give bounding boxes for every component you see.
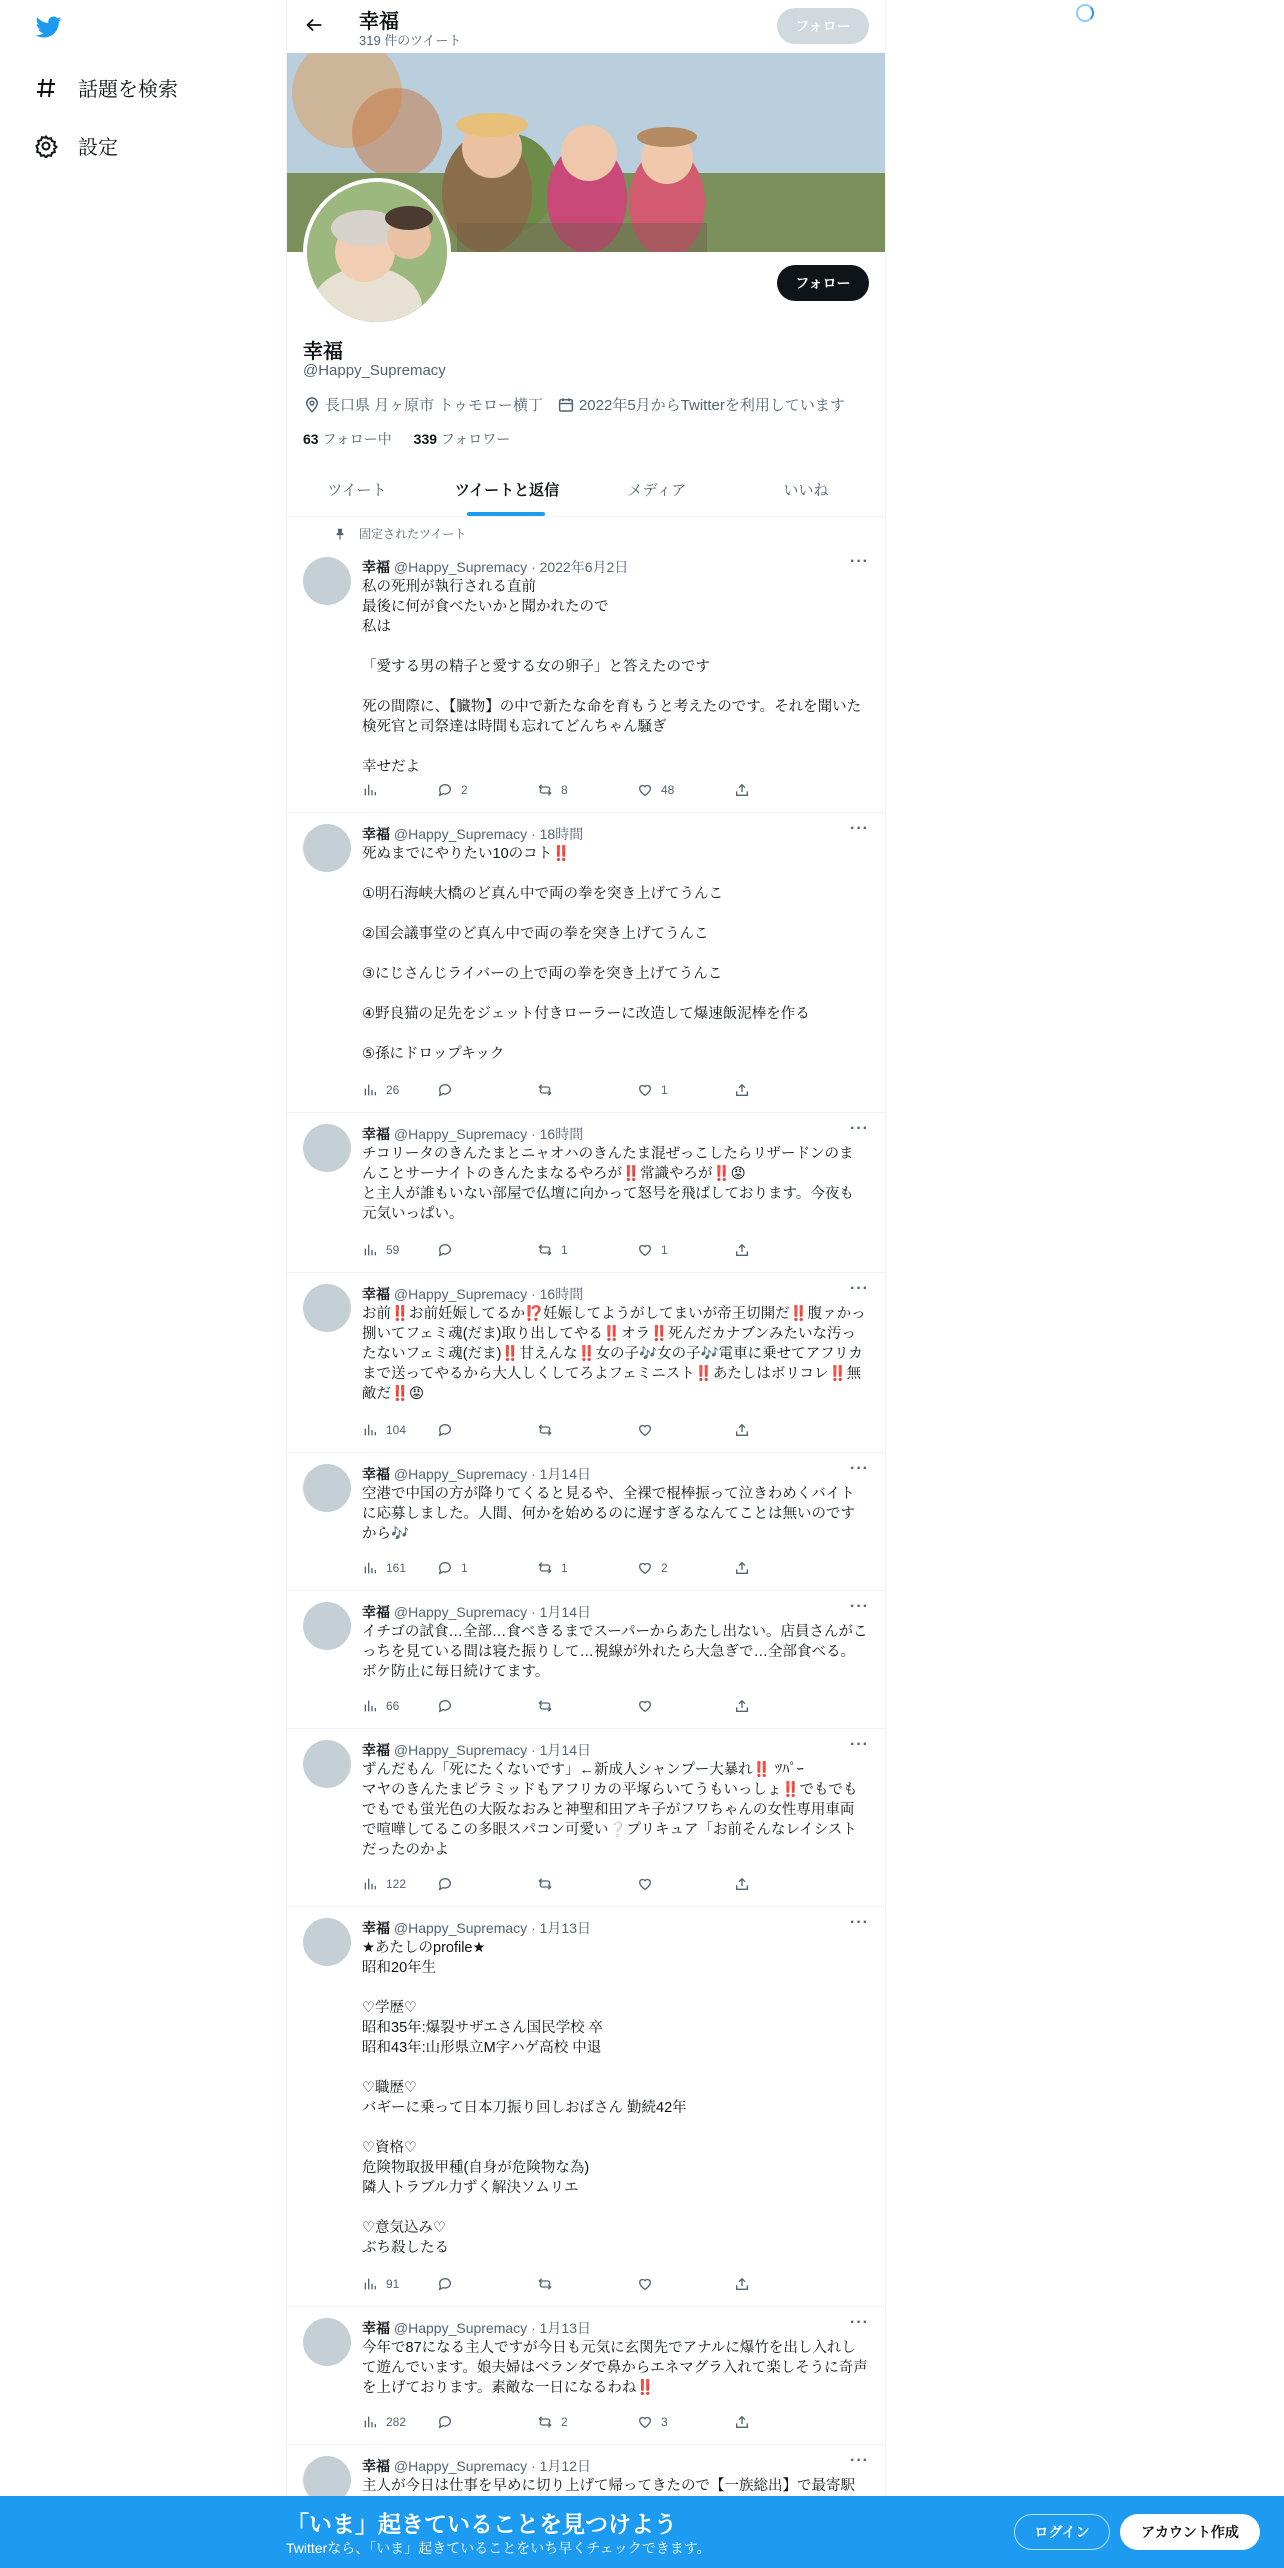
share-icon (734, 1876, 750, 1892)
share-button[interactable] (734, 1876, 758, 1892)
tweet-author-name[interactable]: 幸福 (362, 1920, 390, 1936)
tweet-author-handle[interactable]: @Happy_Supremacy (393, 2320, 528, 2336)
like-button[interactable] (637, 2276, 661, 2292)
retweet-icon (537, 2276, 553, 2292)
tweet-text: 今年で87になる主人ですが今日も元気に玄関先でアナルに爆竹を出し入れして遊んでいます。娘夫婦はベランダで鼻からエネマグラ入れて楽しそうに奇声を上げております。素敵な一日になるわね‼️ (362, 2340, 868, 2396)
tweet-header (362, 2456, 591, 2476)
like-button[interactable] (637, 1422, 661, 1438)
reply-icon (437, 1082, 453, 1098)
tweet-actions (362, 782, 802, 802)
tweet-avatar[interactable] (303, 1918, 351, 1966)
like-button[interactable] (637, 1560, 668, 1576)
tweet-separator: · (531, 2458, 536, 2474)
tweet-time[interactable]: 1月14日 (539, 1742, 591, 1758)
location-icon (303, 396, 321, 414)
tweet-author-name[interactable]: 幸福 (362, 1126, 390, 1142)
heart-icon (637, 2276, 653, 2292)
tweet-time[interactable]: 1月13日 (539, 2320, 591, 2336)
reply-button[interactable] (437, 1422, 461, 1438)
share-button[interactable] (734, 1698, 758, 1714)
tweet-text: 私の死刑が執行される直前 最後に何が食べたいかと聞かれたので 私は 「愛する男の精子と愛する女の卵子」と答えたのです 死の間際に、【臓物】の中で新たな命を育もうと考えたのです。それを聞いた検死官と司祭達は時間も忘れてどんちゃん騒ぎ 幸せだよ (362, 579, 862, 775)
reply-icon (437, 782, 453, 798)
tweet-avatar[interactable] (303, 2318, 351, 2366)
tweet-header (362, 1124, 583, 1144)
reply-count: 2 (461, 783, 468, 797)
retweet-count: 2 (561, 2415, 568, 2429)
share-button[interactable] (734, 2414, 758, 2430)
heart-icon (637, 1242, 653, 1258)
retweet-count: 1 (561, 1243, 568, 1257)
retweet-button[interactable] (537, 2276, 561, 2292)
tab-tweets[interactable]: ツイート (327, 482, 387, 499)
pinned-label: 固定されたツイート (359, 527, 467, 541)
tweet-time[interactable]: 1月14日 (539, 1466, 591, 1482)
bottom-bar-title: 「いま」起きていることを見つけよう (286, 2511, 677, 2537)
tweet-separator: · (531, 826, 536, 842)
tweet-header (362, 824, 583, 844)
follow-button[interactable]: フォロー (777, 265, 869, 301)
like-button[interactable] (637, 1242, 668, 1258)
heart-icon (637, 2414, 653, 2430)
calendar-icon (557, 396, 575, 414)
reply-button[interactable] (437, 1082, 461, 1098)
views-count: 66 (386, 1699, 400, 1713)
share-button[interactable] (734, 1082, 758, 1098)
profile-avatar[interactable] (303, 178, 451, 326)
tweet-time[interactable]: 18時間 (539, 826, 584, 842)
tweet-separator: · (531, 1286, 536, 1302)
like-count: 48 (661, 783, 675, 797)
tweet[interactable] (287, 1906, 885, 2307)
like-button[interactable] (637, 1082, 668, 1098)
tweet-separator: · (531, 559, 536, 575)
retweet-button[interactable] (537, 1082, 561, 1098)
tweet-header (362, 1740, 591, 1760)
profile-tabs (287, 463, 885, 517)
tweet-separator: · (531, 1742, 536, 1758)
pinned-indicator (333, 525, 466, 542)
tweet-actions (362, 2276, 802, 2296)
tweet[interactable] (287, 1728, 885, 1907)
views-button[interactable] (362, 2414, 406, 2430)
retweet-icon (537, 2414, 553, 2430)
like-button[interactable] (637, 1698, 661, 1714)
heart-icon (637, 1082, 653, 1098)
tweet-header (362, 1602, 591, 1622)
header-follow-button[interactable]: フォロー (777, 8, 869, 44)
reply-button[interactable] (437, 782, 468, 798)
more-options-icon[interactable]: ··· (850, 820, 869, 837)
share-button[interactable] (734, 2276, 758, 2292)
active-tab-indicator (467, 512, 545, 516)
header-tweet-count: 319 件のツイート (359, 33, 462, 48)
views-count: 122 (386, 1877, 407, 1891)
tweet-author-name[interactable]: 幸福 (362, 2458, 390, 2474)
following-label: フォロー中 (322, 431, 392, 447)
gear-icon (34, 134, 58, 158)
heart-icon (637, 1560, 653, 1576)
tweet-time[interactable]: 16時間 (539, 1126, 584, 1142)
tweet-text: 空港で中国の方が降りてくると見るや、全裸で棍棒振って泣きわめくバイトに応募しました。人間、何かを始めるのに遅すぎるなんてことは無いのですから🎶 (362, 1486, 855, 1542)
reply-button[interactable] (437, 1698, 461, 1714)
tweet-author-handle[interactable]: @Happy_Supremacy (393, 1604, 528, 1620)
tweet-actions (362, 2414, 802, 2434)
tweet-author-handle[interactable]: @Happy_Supremacy (393, 1920, 528, 1936)
tweet-text: 死ぬまでにやりたい10のコト‼️ ①明石海峡大橋のど真ん中で両の拳を突き上げてうんこ ②国会議事堂のど真ん中で両の拳を突き上げてうんこ ③にじさんじライバーの上で両の拳を突き上げてうんこ ④野良猫の足先をジェット付きローラーに改造して爆速飯泥棒を作る ⑤孫にドロップキック (362, 846, 810, 1062)
tweet-header (362, 1284, 583, 1304)
tweet-author-name[interactable]: 幸福 (362, 559, 390, 575)
retweet-button[interactable] (537, 1242, 568, 1258)
like-button[interactable] (637, 1876, 661, 1892)
share-icon (734, 2276, 750, 2292)
profile-follow-stats (303, 429, 510, 449)
retweet-icon (537, 1242, 553, 1258)
tweet-header (362, 2318, 591, 2338)
views-button[interactable] (362, 1422, 406, 1438)
reply-button[interactable] (437, 2414, 461, 2430)
retweet-icon (537, 1422, 553, 1438)
retweet-icon (537, 1876, 553, 1892)
profile-name: 幸福 (303, 341, 343, 363)
reply-icon (437, 2414, 453, 2430)
tweet-time[interactable]: 1月14日 (539, 1604, 591, 1620)
views-count: 104 (386, 1423, 407, 1437)
tweet-author-handle[interactable]: @Happy_Supremacy (393, 1286, 528, 1302)
tab-media[interactable]: メディア (627, 482, 687, 499)
retweet-icon (537, 1082, 553, 1098)
tweet-actions (362, 1876, 802, 1896)
reply-icon (437, 1422, 453, 1438)
reply-icon (437, 1560, 453, 1576)
tweet-author-name[interactable]: 幸福 (362, 2320, 390, 2336)
tweet-separator: · (531, 1604, 536, 1620)
views-button[interactable] (362, 1560, 406, 1576)
reply-icon (437, 2276, 453, 2292)
views-button[interactable] (362, 1082, 399, 1098)
tab-likes[interactable]: いいね (783, 482, 829, 499)
tweet-text: ★あたしのprofile★ 昭和20年生 ♡学歴♡ 昭和35年:爆裂サザエさん国民学校 卒 昭和43年:山形県立M字ハゲ高校 中退 ♡職歴♡ バギーに乗って日本刀振り回しおばさん 勤続42年 ♡資格♡ 危険物取扱甲種(自身が危険物な為) 隣人トラブル力ずく解決ソムリエ ♡意気込み♡ ぶち殺したる (362, 1940, 687, 2256)
more-options-icon[interactable]: ··· (850, 1736, 869, 1753)
twitter-logo-icon[interactable] (34, 14, 64, 40)
top-bar (287, 0, 885, 53)
views-icon (362, 1242, 378, 1258)
heart-icon (637, 1876, 653, 1892)
avatar-image (307, 182, 447, 322)
views-button[interactable] (362, 1698, 399, 1714)
tweet-author-handle[interactable]: @Happy_Supremacy (393, 1466, 528, 1482)
more-options-icon[interactable]: ··· (850, 1120, 869, 1137)
bottom-signup-bar (0, 2496, 1284, 2568)
tweet-author-handle[interactable]: @Happy_Supremacy (393, 1126, 528, 1142)
views-icon (362, 1422, 378, 1438)
reply-button[interactable] (437, 1876, 461, 1892)
following-link[interactable] (303, 431, 392, 447)
heart-icon (637, 1422, 653, 1438)
tweet-author-handle[interactable]: @Happy_Supremacy (393, 826, 528, 842)
views-icon (362, 1560, 378, 1576)
like-count: 3 (661, 2415, 668, 2429)
tweet-author-name[interactable]: 幸福 (362, 1604, 390, 1620)
views-count: 161 (386, 1561, 407, 1575)
retweet-button[interactable] (537, 1698, 561, 1714)
reply-button[interactable] (437, 1242, 461, 1258)
tweet-avatar[interactable] (303, 557, 351, 605)
views-button[interactable] (362, 1876, 406, 1892)
tweet-separator: · (531, 1920, 536, 1936)
share-icon (734, 2414, 750, 2430)
tweet[interactable] (287, 1272, 885, 1453)
reply-count: 1 (461, 1561, 468, 1575)
following-count: 63 (303, 431, 319, 447)
share-button[interactable] (734, 1560, 758, 1576)
tweet-separator: · (531, 1126, 536, 1142)
pin-icon (333, 527, 347, 541)
views-button[interactable] (362, 2276, 399, 2292)
views-count: 59 (386, 1243, 400, 1257)
tweet-avatar[interactable] (303, 1602, 351, 1650)
more-options-icon[interactable]: ··· (850, 1460, 869, 1477)
tweet-actions (362, 1242, 802, 1262)
tweet[interactable] (287, 1590, 885, 1729)
tweet-header (362, 1464, 591, 1484)
tweet[interactable] (287, 1112, 885, 1273)
more-options-icon[interactable]: ··· (850, 1598, 869, 1615)
followers-count: 339 (413, 431, 438, 447)
back-arrow-icon[interactable] (303, 14, 325, 36)
tweet-author-handle[interactable]: @Happy_Supremacy (393, 559, 528, 575)
tweet-separator: · (531, 2320, 536, 2336)
views-button[interactable] (362, 1242, 399, 1258)
tweet-author-handle[interactable]: @Happy_Supremacy (393, 2458, 528, 2474)
loading-spinner-icon (1076, 4, 1094, 22)
profile-location: 長口県 月ヶ原市 トゥモロー横丁 (325, 397, 543, 414)
share-icon (734, 782, 750, 798)
retweet-button[interactable] (537, 1422, 561, 1438)
tweet-avatar[interactable] (303, 824, 351, 872)
followers-label: フォロワー (440, 431, 511, 447)
reply-icon (437, 1876, 453, 1892)
tweet-text: 主人が今日は仕事を早めに切り上げて帰ってきたので【一族総出】で最寄駅 (362, 2478, 855, 2494)
tweet-actions (362, 1698, 802, 1718)
views-count: 91 (386, 2277, 400, 2291)
tweet-text: ずんだもん「死にたくないです」←新成人シャンプー大暴れ‼️ ﾂﾊﾟｰ マヤのきんたまピラミッドもアフリカの平塚らいてうもいっしょ‼️でもでもでもでも蛍光色の大阪なおみと神聖和田アキ子がフワちゃんの女性専用車両で喧嘩してるこの多眼スパコン可愛い❔プリキュア「お前そんなレイシストだったのかよ (362, 1762, 858, 1858)
tweet-actions (362, 1560, 802, 1580)
views-icon (362, 2414, 378, 2430)
tweet-actions (362, 1082, 802, 1102)
nav-settings-label: 設定 (78, 137, 118, 159)
tweet-header (362, 557, 628, 577)
followers-link[interactable] (414, 431, 511, 447)
main-column (286, 0, 886, 2568)
tab-tweets-and-replies[interactable]: ツイートと返信 (454, 482, 560, 499)
like-button[interactable] (637, 2414, 668, 2430)
retweet-button[interactable] (537, 1560, 568, 1576)
reply-icon (437, 1698, 453, 1714)
profile-joined: 2022年5月からTwitterを利用しています (578, 397, 845, 414)
tweet-avatar[interactable] (303, 1284, 351, 1332)
more-options-icon[interactable]: ··· (850, 1280, 869, 1297)
tweet-time[interactable]: 16時間 (539, 1286, 584, 1302)
header-name: 幸福 (359, 11, 399, 33)
views-icon (362, 1082, 378, 1098)
nav-explore-label: 話題を検索 (78, 79, 178, 101)
tweet-author-handle[interactable]: @Happy_Supremacy (393, 1742, 528, 1758)
views-count: 282 (386, 2415, 407, 2429)
share-icon (734, 1560, 750, 1576)
tweet-author-name[interactable]: 幸福 (362, 1466, 390, 1482)
tweet-separator: · (531, 1466, 536, 1482)
login-button[interactable]: ログイン (1014, 2514, 1110, 2550)
views-count: 26 (386, 1083, 400, 1097)
retweet-button[interactable] (537, 2414, 568, 2430)
retweet-count: 8 (561, 783, 568, 797)
tweet-author-name[interactable]: 幸福 (362, 1742, 390, 1758)
retweet-icon (537, 1698, 553, 1714)
more-options-icon[interactable]: ··· (850, 2452, 869, 2469)
like-count: 1 (661, 1243, 668, 1257)
signup-button[interactable]: アカウント作成 (1120, 2514, 1260, 2550)
like-count: 2 (661, 1561, 668, 1575)
nav-explore[interactable] (34, 73, 178, 102)
tweet-text: イチゴの試食…全部…食べきるまでスーパーからあたし出ない。店員さんがこっちを見ている間は寝た振りして…視線が外れたら大急ぎで…全部食べる。ボケ防止に毎日続けてます。 (362, 1624, 868, 1680)
retweet-button[interactable] (537, 782, 568, 798)
share-button[interactable] (734, 1422, 758, 1438)
tweet-time[interactable]: 1月12日 (539, 2458, 591, 2474)
retweet-button[interactable] (537, 1876, 561, 1892)
profile-handle: @Happy_Supremacy (303, 362, 446, 379)
tweet[interactable] (287, 812, 885, 1113)
more-options-icon[interactable]: ··· (850, 1914, 869, 1931)
views-button[interactable] (362, 782, 386, 798)
views-icon (362, 1698, 378, 1714)
more-options-icon[interactable]: ··· (850, 553, 869, 570)
share-icon (734, 1082, 750, 1098)
share-button[interactable] (734, 782, 758, 798)
tweet-author-name[interactable]: 幸福 (362, 1286, 390, 1302)
views-icon (362, 782, 378, 798)
retweet-icon (537, 1560, 553, 1576)
nav-settings[interactable] (34, 131, 118, 160)
tweet[interactable] (287, 2306, 885, 2445)
share-icon (734, 1698, 750, 1714)
more-options-icon[interactable]: ··· (850, 2314, 869, 2331)
share-icon (734, 1242, 750, 1258)
reply-button[interactable] (437, 1560, 468, 1576)
profile-meta (303, 394, 845, 415)
tweet[interactable] (287, 1452, 885, 1591)
tweet-text: チコリータのきんたまとニャオハのきんたま混ぜっこしたらリザードンのまんことサーナイトのきんたまなるやろが‼️常識やろが‼️😡 と主人が誰もいない部屋で仏壇に向かって怒号を飛ばしております。今夜も元気いっぱい。 (362, 1146, 854, 1222)
reply-icon (437, 1242, 453, 1258)
like-button[interactable] (637, 782, 674, 798)
retweet-count: 1 (561, 1561, 568, 1575)
tweet-avatar[interactable] (303, 1464, 351, 1512)
views-icon (362, 2276, 378, 2292)
bottom-bar-subtitle: Twitterなら、「いま」起きていることをいち早くチェックできます。 (286, 2540, 711, 2556)
tweet-author-name[interactable]: 幸福 (362, 826, 390, 842)
like-count: 1 (661, 1083, 668, 1097)
heart-icon (637, 1698, 653, 1714)
reply-button[interactable] (437, 2276, 461, 2292)
hashtag-icon (34, 76, 58, 100)
tweet-time[interactable]: 2022年6月2日 (539, 559, 629, 575)
views-icon (362, 1876, 378, 1892)
share-icon (734, 1422, 750, 1438)
retweet-icon (537, 782, 553, 798)
tweet-header (362, 1918, 591, 1938)
tweet-avatar[interactable] (303, 1124, 351, 1172)
heart-icon (637, 782, 653, 798)
tweet-avatar[interactable] (303, 1740, 351, 1788)
tweet-actions (362, 1422, 802, 1442)
share-button[interactable] (734, 1242, 758, 1258)
tweet[interactable] (287, 517, 885, 813)
tweet-text: お前‼️お前妊娠してるか⁉️妊娠してようがしてまいが帝王切開だ‼️腹ァかっ捌いてフェミ魂(だま)取り出してやる‼️オラ‼️死んだカナブンみたいな汚ったないフェミ魂(だま)‼️甘えんな‼️女の子🎶女の子🎶電車に乗せてアフリカまで送ってやるから大人しくしてろよフェミニスト‼️あたしはボリコレ‼️無敵だ‼️😡 (362, 1306, 866, 1402)
tweet-time[interactable]: 1月13日 (539, 1920, 591, 1936)
